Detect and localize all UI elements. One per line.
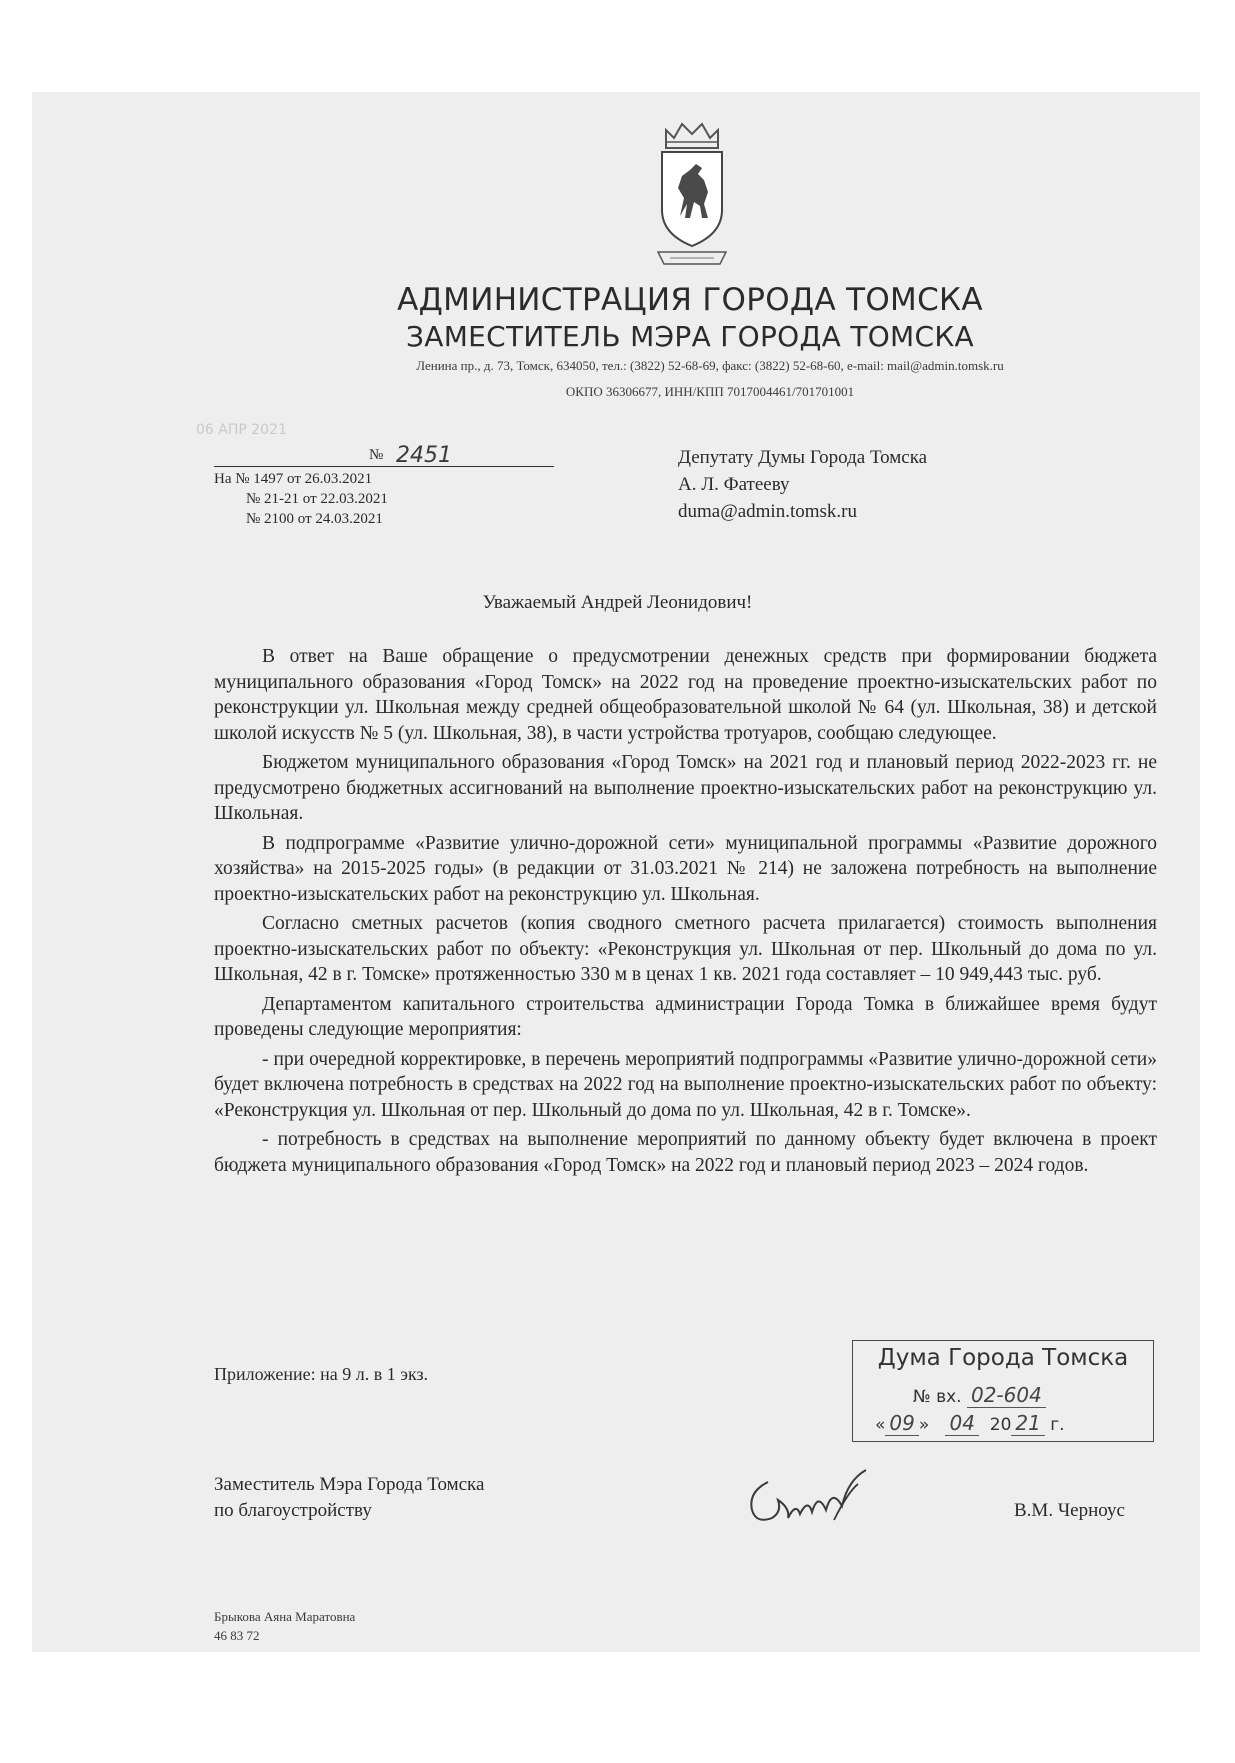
- handwritten-signature: [738, 1462, 888, 1532]
- signer-position-line: Заместитель Мэра Города Томска: [214, 1474, 485, 1495]
- addressee-position: Депутату Думы Города Томска: [678, 447, 928, 468]
- reference-line: № 21-21 от 22.03.2021: [246, 491, 388, 507]
- org-codes: ОКПО 36306677, ИНН/КПП 7017004461/701701001: [565, 384, 855, 399]
- body-paragraph: - потребность в средствах на выполнение мероприятий по данному объекту будет включена в проект бюджета муниципального образования «Город Томск» на 2022 год и плановый период 2023 – 2024 годов.: [214, 1129, 1157, 1176]
- registration-number-label: №: [369, 447, 384, 463]
- addressee-email: duma@admin.tomsk.ru: [678, 501, 857, 522]
- reference-line: На № 1497 от 26.03.2021: [214, 471, 373, 487]
- addressee-name: А. Л. Фатееву: [678, 474, 790, 495]
- executor-phone: 46 83 72: [214, 1628, 260, 1643]
- executor-name: Брыкова Аяна Маратовна: [214, 1609, 356, 1624]
- org-name: АДМИНИСТРАЦИЯ ГОРОДА ТОМСКА: [397, 282, 983, 318]
- stamp-date-open: «: [875, 1415, 886, 1435]
- body-paragraph: Согласно сметных расчетов (копия сводного сметного расчета прилагается) стоимость выполнения проектно-изыскательских работ по объекту: «Реконструкция ул. Школьная от пер. Школьный до дома по ул. Школьная, 42 в г. Томске» протяженностью 330 м в ценах 1 кв. 2021 года составляет – 10 949,443 тыс. руб.: [214, 913, 1157, 985]
- org-contacts: Ленина пр., д. 73, Томск, 634050, тел.: (3822) 52-68-69, факс: (3822) 52-68-60, e-mail: mail@admin.tomsk.ru: [416, 358, 1004, 373]
- stamp-year-suffix: 21: [1011, 1411, 1044, 1436]
- reference-line: № 2100 от 24.03.2021: [246, 511, 383, 527]
- stamp-incoming-label: № вх.: [913, 1387, 962, 1407]
- stamp-incoming-value: 02-604: [967, 1383, 1046, 1408]
- stamp-date-close: »: [918, 1415, 930, 1435]
- registration-number-value: 2451: [396, 443, 452, 468]
- signer-name: В.М. Черноус: [1014, 1500, 1125, 1521]
- signer-position-line: по благоустройству: [214, 1500, 372, 1521]
- stamp-day: 09: [885, 1411, 918, 1436]
- stamp-title: Дума Города Томска: [877, 1345, 1129, 1371]
- stamp-year-end: г.: [1050, 1415, 1065, 1435]
- stamp-date: [875, 1411, 1065, 1435]
- registration-block: [214, 440, 554, 529]
- addressee-block: [678, 444, 927, 525]
- executor-block: [214, 1607, 355, 1645]
- org-subtitle: ЗАМЕСТИТЕЛЬ МЭРА ГОРОДА ТОМСКА: [405, 320, 974, 353]
- attachment-note: Приложение: на 9 л. в 1 экз.: [214, 1364, 429, 1384]
- tomsk-coat-of-arms-icon: [652, 118, 732, 268]
- body-paragraph: Департаментом капитального строительства администрации Города Томка в ближайшее время будут проведены следующие мероприятия:: [214, 993, 1157, 1040]
- letter-body: [214, 644, 1157, 1182]
- body-paragraph: В ответ на Ваше обращение о предусмотрении денежных средств при формировании бюджета муниципального образования «Город Томск» на 2022 год на проведение проектно-изыскательских работ по реконструкции ул. Школьная между средней общеобразовательной школой № 64 (ул. Школьная, 38) и детской школой искусств № 5 (ул. Школьная, 38), в части устройства тротуаров, сообщаю следующее.: [214, 646, 1157, 744]
- body-paragraph: - при очередной корректировке, в перечень мероприятий подпрограммы «Развитие улично-дорожной сети» будет включена потребность в средствах на 2022 год на выполнение проектно-изыскательских работ по объекту: «Реконструкция ул. Школьная от пер. Школьный до дома по ул. Школьная, 42 в г. Томске».: [214, 1048, 1157, 1121]
- body-paragraph: В подпрограмме «Развитие улично-дорожной сети» муниципальной программы «Развитие дорожного хозяйства» на 2015-2025 годы» (в редакции от 31.03.2021 № 214) не заложена потребность на выполнение проектно-изыскательских работ на реконструкцию ул. Школьная.: [214, 832, 1157, 905]
- signer-position: [214, 1472, 484, 1524]
- stamp-incoming-number: [913, 1383, 1046, 1407]
- reference-list: [214, 469, 554, 529]
- faint-date-stamp: 06 АПР 2021: [196, 422, 287, 438]
- stamp-year-prefix: 20: [989, 1415, 1012, 1435]
- salutation: Уважаемый Андрей Леонидович!: [482, 592, 753, 613]
- body-paragraph: Бюджетом муниципального образования «Город Томск» на 2021 год и плановый период 2022-2023 гг. не предусмотрено бюджетных ассигнований на выполнение проектно-изыскательских работ на реконструкцию ул. Школьная.: [214, 752, 1157, 824]
- incoming-stamp: [852, 1340, 1154, 1442]
- stamp-month: 04: [945, 1411, 978, 1436]
- registration-number-line: [214, 440, 554, 467]
